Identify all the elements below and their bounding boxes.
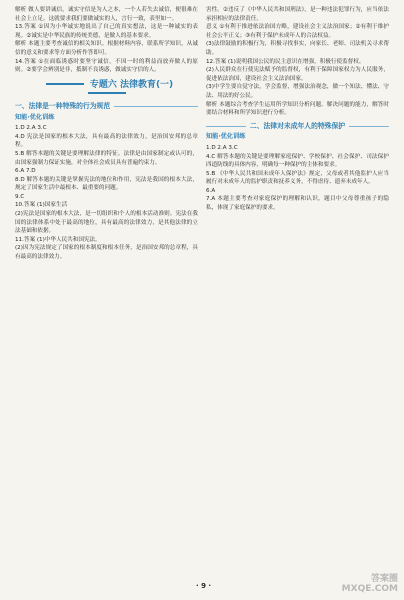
answer-line: 9.C (15, 193, 25, 200)
page-number: · 9 · (196, 582, 212, 590)
paragraph: (3)法律鼓励的积极行为，积极寻找事实，向家长、老师、司法机关寻求帮助。 (206, 41, 389, 56)
section-rule (349, 126, 389, 127)
heading-rule (46, 83, 84, 85)
section-rule (114, 106, 198, 107)
section-title: 一、法律是一种特殊的行为规范 (15, 101, 111, 110)
answer-line: 7.A 本题主要考查对家庭保护的理解和认识。题目中父母尊重孩子的隐私，体现了家庭保护的要求。 (206, 196, 389, 212)
topic-heading: 专题六 法律教育(一) (15, 81, 198, 98)
watermark-logo: 答案圈 MXQE.COM (341, 574, 398, 594)
answer-line: 5.B 解答本题的关键是要理解法律的特征。法律是由国家制定或认可的，由国家强制力保证实施，对全体社会成员具有普遍约束力。 (15, 150, 198, 166)
heading-rule (88, 92, 126, 94)
answer-line: 6.A 7.D (15, 168, 36, 175)
paragraph: (2)人民群众在行使宪法赋予的监督权，有利于保障国家权力为人民服务，促进依法治国，建设社会主义法治国家。 (206, 67, 389, 82)
answer-13: 13.答案 ①因为小华诚实地说出了自己的真实想法，这是一种诚实的表现。②诚实是中华民族的传统美德，是做人的基本要求。 (15, 24, 198, 39)
left-column (15, 6, 198, 262)
answer-12: 12.答案 (1)说明我国公民的民主意识在增强，积极行使监督权。 (206, 58, 365, 65)
subsection-heading: 知能·优化训练 (206, 133, 246, 141)
answer-10: 10.答案 (1)国家生活 (15, 202, 68, 209)
section-heading (15, 102, 198, 111)
paragraph: 解析 做人要讲诚信，诚实守信是为人之本，一个人若失去诚信，便很难在社会上立足。这就要求我们要做诚实的人，言行一致，表里如一。 (15, 7, 198, 22)
paragraph: (2)宪法是国家的根本大法，是一切组织和个人的根本活动准则。宪法在我国的法律体系中处于最高的地位，具有最高的法律效力，是其他法律的立法基础和依据。 (15, 211, 198, 235)
answer-line: 6.A (206, 187, 216, 194)
paragraph: 解析 本题主要考查诚信的相关知识。根据材料内容，联系所学知识，从诚信的意义和要求等方面分析作答即可。 (15, 41, 198, 56)
paragraph: (3)中学生要自觉守法，学会监督，增强法治观念，做一个知法、懂法、守法、用法的好公民。 (206, 84, 389, 99)
section-heading (206, 122, 389, 131)
section-title: 二、法律对未成年人的特殊保护 (249, 121, 346, 130)
paragraph: 害性。②违反了《中华人民共和国刑法》，是一种违法犯罪行为，应当依法承担相应的法律责任。 (206, 7, 389, 22)
answer-line: 1.D 2.A 3.C (206, 144, 238, 151)
answer-14: 14.答案 ①在面临诱惑时要坚守诚信，不因一时的利益而放弃做人的原则。②要学会辨别是非，抵制不良诱惑，做诚实守信的人。 (15, 58, 198, 74)
answer-11: 11.答案 (1)中华人民共和国宪法。 (15, 236, 101, 243)
paragraph: (2)因为宪法规定了国家的根本制度和根本任务，是治国安邦的总章程，具有最高的法律效力。 (15, 245, 198, 261)
answer-line: 5.B 《中华人民共和国未成年人保护法》规定，父母或者其他监护人应当履行对未成年人的监护职责和抚养义务，不得虐待、遗弃未成年人。 (206, 170, 389, 186)
answer-line: 4.D 宪法是国家的根本大法，具有最高的法律效力，是治国安邦的总章程。 (15, 133, 198, 149)
answer-line: 4.C 解答本题的关键是要理解家庭保护、学校保护、社会保护、司法保护四道防线的具体内容，明确每一种保护的主体和要求。 (206, 153, 389, 169)
subsection-heading: 知能·优化训练 (15, 113, 55, 121)
answer-line: 1.D 2.A 3.C (15, 125, 47, 132)
section-rule (206, 126, 246, 127)
right-column (206, 6, 389, 213)
paragraph: 意义 ①有利于推进依法治国方略，建设社会主义法治国家；②有利于维护社会公平正义；③有利于保护未成年人的合法权益。 (206, 24, 389, 39)
paragraph: 解析 本题综合考查学生运用所学知识分析问题、解决问题的能力，解答时要结合材料和所学知识进行分析。 (206, 101, 389, 117)
answer-line: 8.D 解答本题的关键是掌握宪法的地位和作用，宪法是我国的根本大法，规定了国家生活中最根本、最重要的问题。 (15, 176, 198, 192)
